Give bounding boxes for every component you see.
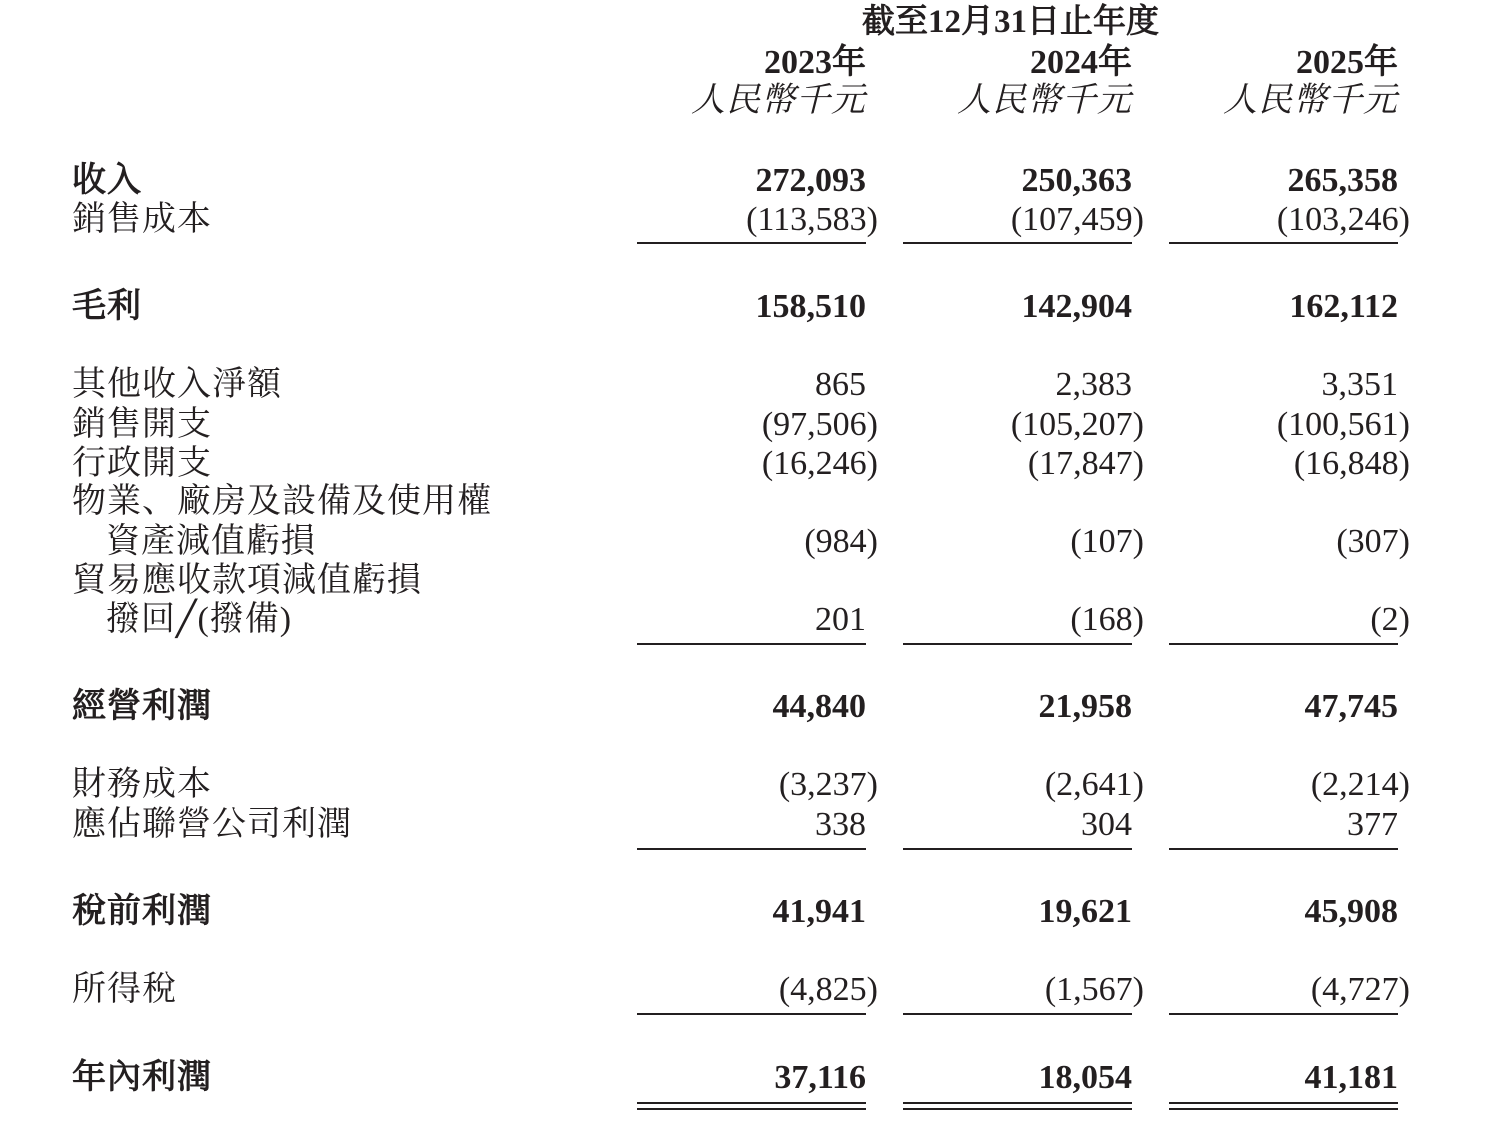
cell-cost-of-sales-2023: (113,583)	[746, 201, 878, 238]
total-double-rule-2024	[903, 1102, 1132, 1110]
row-label-admin-expenses: 行政開支	[72, 445, 212, 482]
subtotal-rule-2025	[1169, 848, 1398, 850]
cell-admin-expenses-2024: (17,847)	[1027, 445, 1144, 482]
year-header-2025: 2025年	[1296, 44, 1398, 81]
cell-share-of-associates-2023: 338	[815, 806, 866, 843]
row-label-finance-costs: 財務成本	[72, 766, 212, 803]
cell-selling-expenses-2023: (97,506)	[761, 406, 878, 443]
row-label-income-tax: 所得稅	[72, 971, 177, 1008]
cell-gross-profit-2023: 158,510	[755, 288, 866, 325]
cell-profit-for-year-2024: 18,054	[1038, 1059, 1132, 1096]
cell-profit-for-year-2023: 37,116	[774, 1059, 866, 1096]
cell-income-tax-2025: (4,727)	[1310, 971, 1410, 1008]
cell-gross-profit-2024: 142,904	[1021, 288, 1132, 325]
total-double-rule-2023	[637, 1102, 866, 1110]
subtotal-rule-2024	[903, 242, 1132, 244]
row-label-operating-profit: 經營利潤	[72, 688, 212, 725]
cell-operating-profit-2024: 21,958	[1038, 688, 1132, 725]
cell-finance-costs-2024: (2,641)	[1044, 766, 1144, 803]
cell-receivables-impairment-2024: (168)	[1070, 601, 1144, 638]
cell-share-of-associates-2024: 304	[1081, 806, 1132, 843]
cell-revenue-2024: 250,363	[1021, 162, 1132, 199]
subtotal-rule-2023	[637, 643, 866, 645]
row-label-selling-expenses: 銷售開支	[72, 406, 212, 443]
subtotal-rule-2025	[1169, 643, 1398, 645]
cell-operating-profit-2025: 47,745	[1304, 688, 1398, 725]
cell-finance-costs-2023: (3,237)	[778, 766, 878, 803]
subtotal-rule-2024	[903, 643, 1132, 645]
cell-receivables-impairment-2023: 201	[815, 601, 866, 638]
cell-selling-expenses-2024: (105,207)	[1010, 406, 1144, 443]
cell-ppe-impairment-2025: (307)	[1336, 523, 1410, 560]
cell-gross-profit-2025: 162,112	[1289, 288, 1398, 325]
cell-profit-before-tax-2023: 41,941	[772, 893, 866, 930]
row-label-gross-profit: 毛利	[72, 288, 142, 325]
row-label-ppe-impairment-line2: 資產減值虧損	[106, 523, 316, 560]
cell-cost-of-sales-2025: (103,246)	[1276, 201, 1410, 238]
row-label-cost-of-sales: 銷售成本	[72, 201, 212, 238]
cell-ppe-impairment-2023: (984)	[804, 523, 878, 560]
cell-finance-costs-2025: (2,214)	[1310, 766, 1410, 803]
row-label-other-income: 其他收入淨額	[72, 366, 282, 403]
cell-other-income-2024: 2,383	[1055, 366, 1132, 403]
cell-receivables-impairment-2025: (2)	[1370, 601, 1410, 638]
cell-other-income-2025: 3,351	[1321, 366, 1398, 403]
cell-income-tax-2024: (1,567)	[1044, 971, 1144, 1008]
cell-share-of-associates-2025: 377	[1347, 806, 1398, 843]
year-header-2023: 2023年	[764, 44, 866, 81]
subtotal-rule-2025	[1169, 1013, 1398, 1015]
row-label-profit-for-year: 年內利潤	[72, 1059, 212, 1096]
cell-revenue-2025: 265,358	[1287, 162, 1398, 199]
subtotal-rule-2024	[903, 1013, 1132, 1015]
subtotal-rule-2025	[1169, 242, 1398, 244]
row-label-ppe-impairment-line1: 物業、廠房及設備及使用權	[72, 483, 492, 520]
cell-revenue-2023: 272,093	[755, 162, 866, 199]
row-label-revenue: 收入	[72, 162, 142, 199]
row-label-receivables-impairment-line2: 撥回╱(撥備)	[106, 601, 293, 638]
unit-label-2023: 人民幣千元	[691, 82, 866, 119]
cell-admin-expenses-2023: (16,246)	[761, 445, 878, 482]
year-header-2024: 2024年	[1030, 44, 1132, 81]
subtotal-rule-2023	[637, 242, 866, 244]
row-label-profit-before-tax: 稅前利潤	[72, 893, 212, 930]
cell-ppe-impairment-2024: (107)	[1070, 523, 1144, 560]
row-label-receivables-impairment-line1: 貿易應收款項減值虧損	[72, 562, 422, 599]
cell-income-tax-2023: (4,825)	[778, 971, 878, 1008]
unit-label-2024: 人民幣千元	[957, 82, 1132, 119]
subtotal-rule-2023	[637, 848, 866, 850]
cell-profit-before-tax-2024: 19,621	[1038, 893, 1132, 930]
cell-cost-of-sales-2024: (107,459)	[1010, 201, 1144, 238]
period-title: 截至12月31日止年度	[862, 4, 1159, 40]
cell-operating-profit-2023: 44,840	[772, 688, 866, 725]
cell-selling-expenses-2025: (100,561)	[1276, 406, 1410, 443]
unit-label-2025: 人民幣千元	[1223, 82, 1398, 119]
cell-other-income-2023: 865	[815, 366, 866, 403]
subtotal-rule-2024	[903, 848, 1132, 850]
cell-profit-before-tax-2025: 45,908	[1304, 893, 1398, 930]
total-double-rule-2025	[1169, 1102, 1398, 1110]
cell-admin-expenses-2025: (16,848)	[1293, 445, 1410, 482]
row-label-share-of-associates: 應佔聯營公司利潤	[72, 806, 352, 843]
cell-profit-for-year-2025: 41,181	[1304, 1059, 1398, 1096]
subtotal-rule-2023	[637, 1013, 866, 1015]
